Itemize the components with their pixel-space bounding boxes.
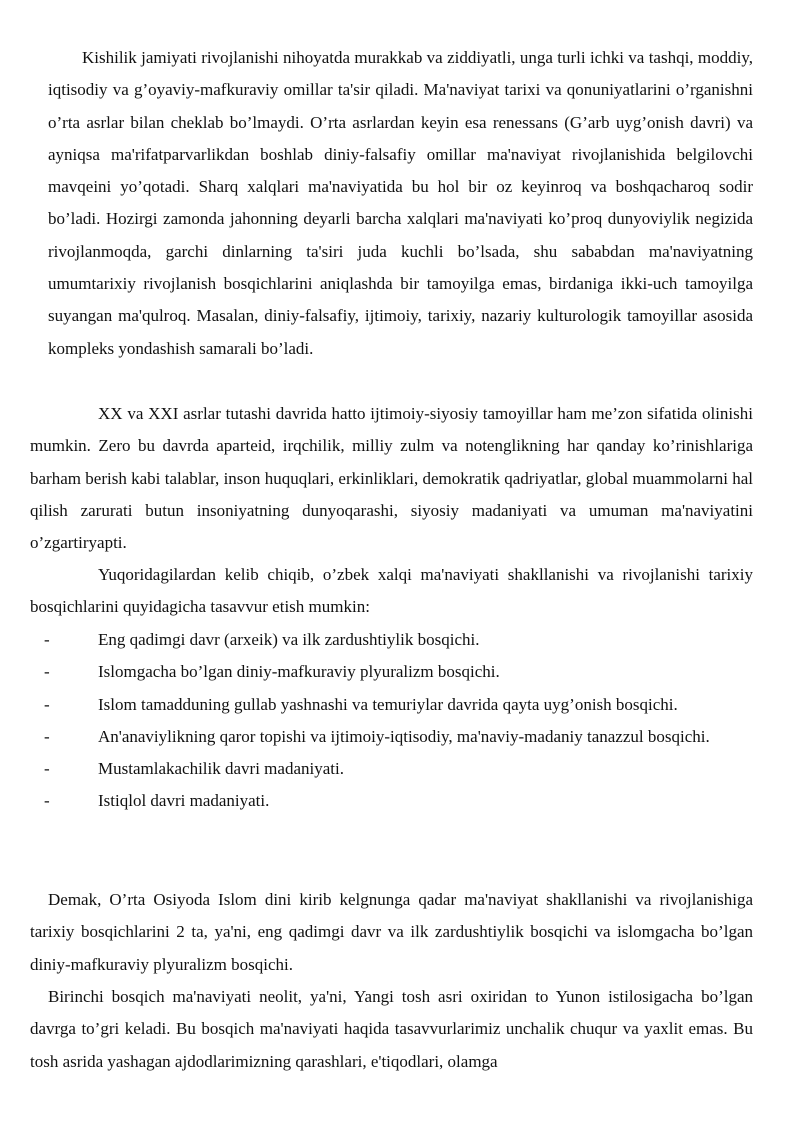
list-dash: -: [44, 630, 50, 649]
paragraph-stages-intro: Yuqoridagilardan kelib chiqib, o’zbek xalqi ma'naviyati shakllanishi va rivojlanishi tarixiy bosqichlarini quyidagicha tasavvur etish mumkin:: [30, 565, 753, 617]
paragraph-xx-xxi-centuries: XX va XXI asrlar tutashi davrida hatto ijtimoiy-siyosiy tamoyillar ham me’zon sifatida olinishi mumkin. Zero bu davrda aparteid, irqchilik, milliy zulm va notenglikning har qanday ko’rinishlariga barham berish kabi talablar, inson huquqlari, erkinliklari, demokratik qadriyatlar, global muammolarni hal qilish zarurati butun insoniyatning dunyoqarashi, siyosiy madaniyati va umuman ma'naviyatini o’zgartiryapti.: [30, 404, 753, 553]
list-item: [30, 624, 753, 656]
list-item: [30, 753, 753, 785]
list-item: [30, 785, 753, 817]
stages-list: [30, 624, 753, 818]
list-item-text: Eng qadimgi davr (arxeik) va ilk zardushtiylik bosqichi.: [98, 630, 480, 649]
list-dash: -: [44, 694, 50, 714]
list-item-text: An'anaviylikning qaror topishi va ijtimoiy-iqtisodiy, ma'naviy-madaniy tanazzul bosqichi.: [98, 726, 710, 746]
list-item-text: Islomgacha bo’lgan diniy-mafkuraviy plyuralizm bosqichi.: [98, 662, 500, 682]
list-item-text: Istiqlol davri madaniyati.: [98, 791, 270, 811]
list-dash: -: [44, 662, 50, 682]
paragraph-first-stage: Birinchi bosqich ma'naviyati neolit, ya'ni, Yangi tosh asri oxiridan to Yunon istilosigacha bo’lgan davrga to’gri keladi. Bu bosqich ma'naviyati haqida tasavvurlarimiz unchalik chuqur va yaxlit emas. Bu tosh asrida yashagan ajdodlarimizning qarashlari, e'tiqodlari, olamga: [30, 987, 753, 1071]
list-item-text: Islom tamadduning gullab yashnashi va temuriylar davrida qayta uyg’onish bosqichi.: [98, 694, 678, 714]
list-item-text: Mustamlakachilik davri madaniyati.: [98, 759, 344, 779]
list-dash: -: [44, 759, 50, 779]
list-item: [30, 656, 753, 688]
paragraph-conclusion: Demak, O’rta Osiyoda Islom dini kirib kelgnunga qadar ma'naviyat shakllanishi va rivojlanishiga tarixiy bosqichlarini 2 ta, ya'ni, eng qadimgi davr va ilk zardushtiylik bosqichi va islomgacha bo’lgan diniy-mafkuraviy plyuralizm bosqichi.: [30, 890, 753, 974]
list-item: [30, 689, 753, 721]
list-dash: -: [44, 791, 50, 811]
list-item: [30, 721, 753, 753]
paragraph-intro: Kishilik jamiyati rivojlanishi nihoyatda murakkab va ziddiyatli, unga turli ichki va tashqi, moddiy, iqtisodiy va g’oyaviy-mafkuraviy omillar ta'sir qiladi. Ma'naviyat tarixi va qonuniyatlarini o’rganishni o’rta asrlar bilan cheklab bo’lmaydi. O’rta asrlardan keyin esa renessans (G’arb uyg’onish davri) va ayniqsa ma'rifatparvarlikdan boshlab diniy-falsafiy omillar ma'naviyat rivojlanishida belgilovchi mavqeini yo’qotadi. Sharq xalqlari ma'naviyatida bu hol bir oz keyinroq va boshqacharoq sodir bo’ladi. Hozirgi zamonda jahonning deyarli barcha xalqlari ma'naviyati ko’proq dunyoviylik negizida rivojlanmoqda, garchi dinlarning ta'siri juda kuchli bo’lsada, shu sababdan ma'naviyatning umumtarixiy rivojlanish bosqichlarini aniqlashda bir tamoyilga emas, birdaniga ikki-uch tamoyilga suyangan ma'qulroq. Masalan, diniy-falsafiy, ijtimoiy, tarixiy, nazariy kulturologik tamoyillar asosida kompleks yondashish samarali bo’ladi.: [48, 48, 753, 358]
list-dash: -: [44, 726, 50, 746]
